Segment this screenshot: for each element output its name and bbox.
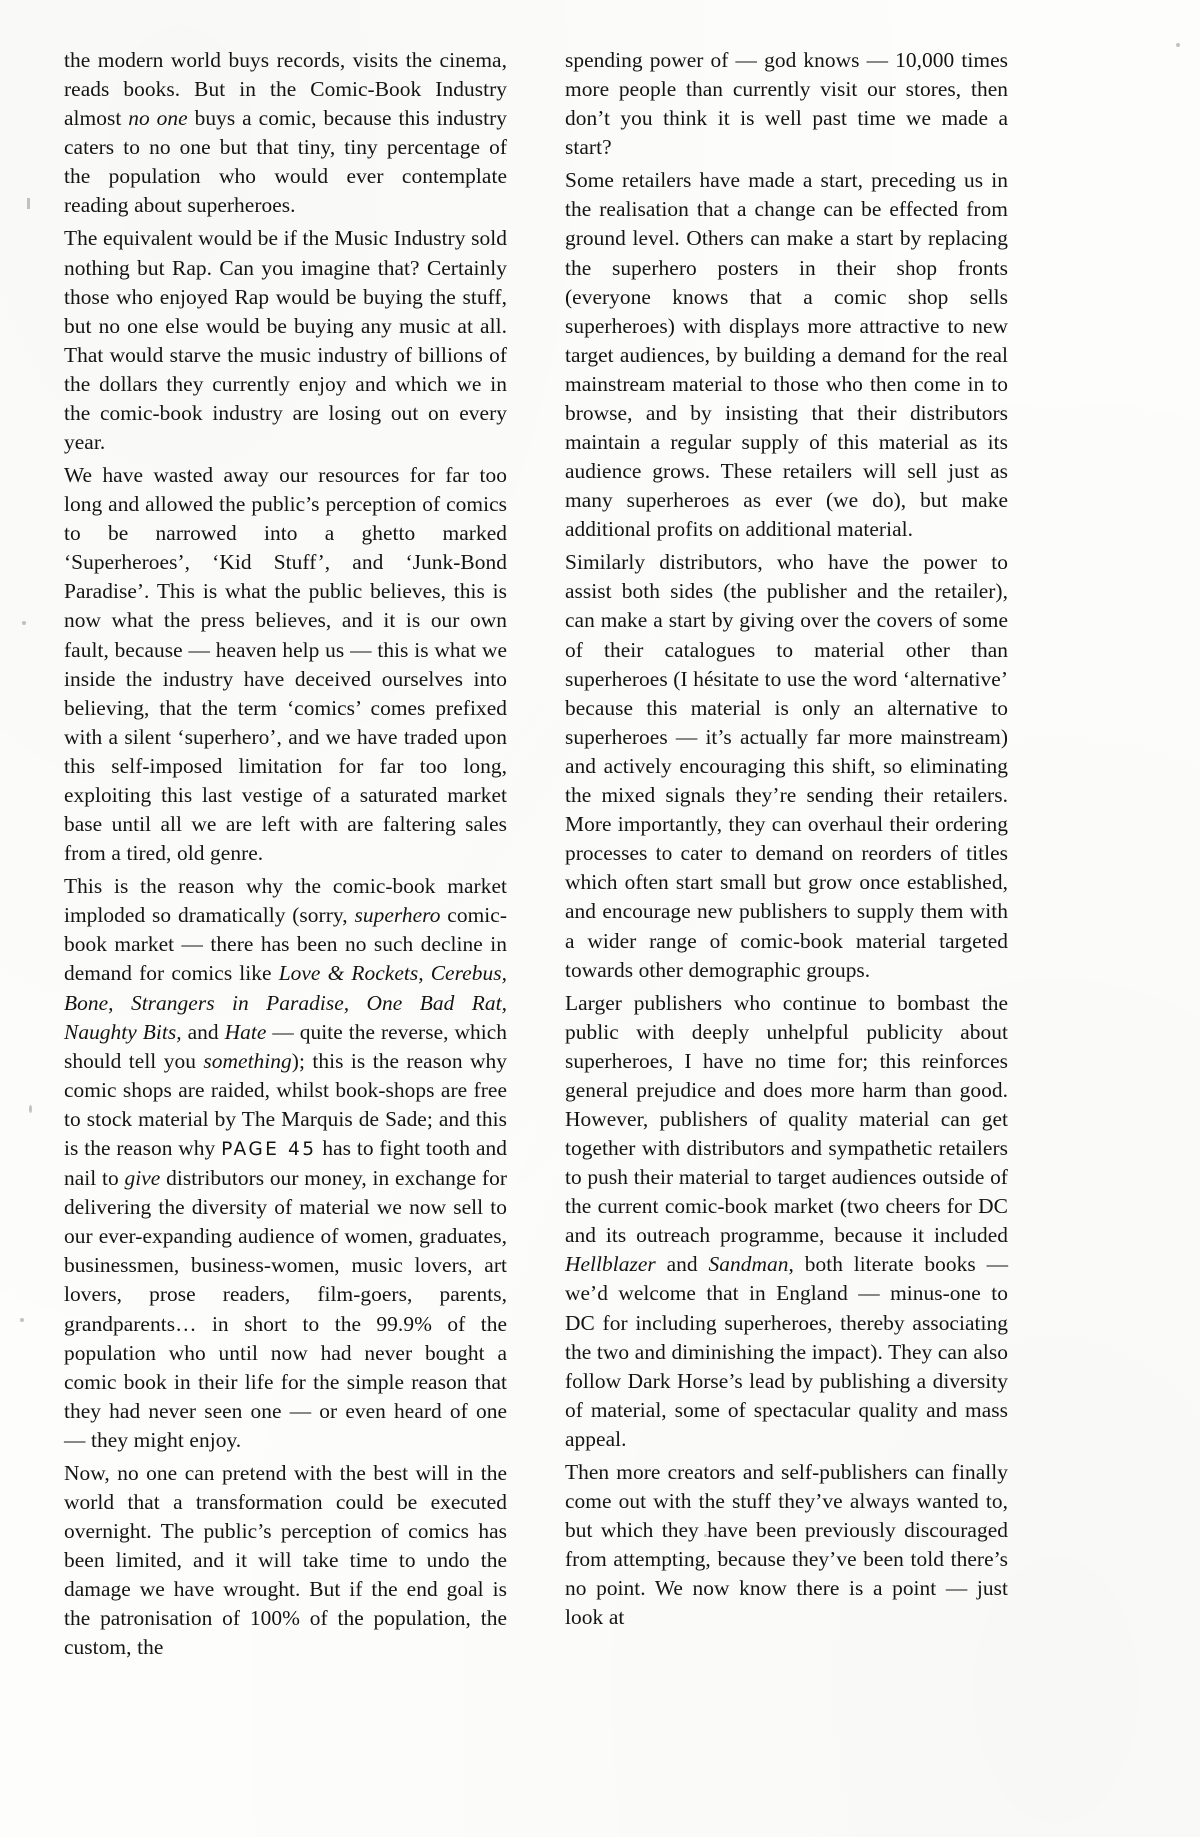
scan-speck xyxy=(1176,43,1180,47)
paragraph xyxy=(565,1458,1008,1633)
text-run: comic-book market — there has been no such decline in demand for comics like xyxy=(64,903,507,986)
paragraph xyxy=(64,461,507,868)
paragraph xyxy=(64,872,507,1455)
text-run: buys a comic, because this industry caters to no one but that tiny, tiny percentage of the population who would ever contemplate reading about superheroes. xyxy=(64,106,507,218)
text-run: Some retailers have made a start, preceding us in the realisation that a change can be effected from ground level. Others can make a start by replacing the superhero posters in their shop fronts (everyone knows that a comic shop sells superheroes) with displays more attractive to new target audiences, by building a demand for the real mainstream material to those who then come in to browse, and by insisting that their distributors maintain a regular supply of this material as its audience grows. These retailers will sell just as many superheroes as ever (we do), but make additional profits on additional material. xyxy=(565,168,1008,542)
italic-title: Love & Rockets, Cerebus, Bone, Strangers in Paradise, One Bad Rat, Naughty Bits, xyxy=(64,961,507,1044)
paragraph xyxy=(64,1459,507,1663)
italic-title: superhero xyxy=(354,903,441,928)
paragraph xyxy=(565,548,1008,984)
text-run: Larger publishers who continue to bombast the public with deeply unhelpful publicity about superheroes, I have no time for; this reinforces general prejudice and does more harm than good. However, publishers of quality material can get together with distributors and sympathetic retailers to push their material to target audiences outside of the current comic-book market (two cheers for DC and its outreach programme, because it included xyxy=(565,990,1008,1248)
text-run: and xyxy=(181,1019,225,1044)
scan-speck xyxy=(29,1105,32,1113)
paragraph xyxy=(64,46,507,221)
paragraph xyxy=(565,46,1008,162)
column-right xyxy=(565,46,1008,1666)
page45-logo: PAGE 45 xyxy=(221,1139,317,1160)
text-run: — quite the reverse, which should tell you xyxy=(64,1019,507,1073)
paragraph xyxy=(565,166,1008,544)
text-run: ); this is the reason why comic shops are raided, whilst book-shops are free to stock material by The Marquis de Sade; and this is the reason why xyxy=(64,1048,507,1160)
paragraph xyxy=(565,989,1008,1455)
text-run: distributors our money, in exchange for delivering the diversity of material we now sell to our ever-expanding audience of women, graduates, businessmen, business-women, music lovers, art lovers, prose readers, film-goers, parents, grandparents… in short to the 99.9% of the population who until now had never bought a comic book in their life for the simple reason that they had never seen one — or even heard of one — they might enjoy. xyxy=(64,1166,507,1452)
text-run: , both literate books — we’d welcome that in England — minus-one to DC for including superheroes, thereby associating the two and diminishing the impact). They can also follow Dark Horse’s lead by publishing a diversity of material, some of spectacular quality and mass appeal. xyxy=(565,1252,1009,1451)
text-run: spending power of — god knows — 10,000 times more people than currently visit our stores, then don’t you think it is well past time we made a start? xyxy=(565,48,1008,160)
text-run: has to fight tooth and nail to xyxy=(64,1136,508,1191)
text-run: We have wasted away our resources for far too long and allowed the public’s perception of comics to be narrowed into a ghetto marked ‘Superheroes’, ‘Kid Stuff’, and ‘Junk-Bond Paradise’. This is what the public believes, this is now what the press believes, and it is our own fault, because — heaven help us — this is what we inside the industry have deceived ourselves into believing, that the term ‘comics’ comes prefixed with a silent ‘superhero’, and we have traded upon this self-imposed limitation for far too long, exploiting this last vestige of a saturated market base until all we are left with are faltering sales from a tired, old genre. xyxy=(64,463,507,866)
scan-speck xyxy=(20,1318,24,1322)
italic-title: Hate xyxy=(224,1019,267,1044)
text-run: and xyxy=(655,1252,709,1277)
article-body xyxy=(64,46,1136,1666)
text-run: Similarly distributors, who have the power to assist both sides (the publisher and the retailer), can make a start by giving over the covers of some of their catalogues to material other than superheroes (I hésitate to use the word ‘alternative’ because this material is only an alternative to superheroes — it’s actually far more mainstream) and actively encouraging this shift, so eliminating the mixed signals they’re sending their retailers. More importantly, they can overhaul their ordering processes to cater to demand on reorders of titles which often start small but grow once established, and encourage new publishers to supply them with a wider range of comic-book material targeted towards other demographic groups. xyxy=(565,550,1008,982)
column-left xyxy=(64,46,507,1666)
italic-title: something xyxy=(203,1048,292,1073)
text-run: The equivalent would be if the Music Industry sold nothing but Rap. Can you imagine that? Certainly those who enjoyed Rap would be buying the stuff, but no one else would be buying any music at all. That would starve the music industry of billions of the dollars they currently enjoy and which we in the comic-book industry are losing out on every year. xyxy=(64,226,507,455)
text-run: This is the reason why the comic-book market imploded so dramatically (sorry, xyxy=(64,874,507,928)
italic-title: Sandman xyxy=(708,1252,789,1277)
italic-title: no one xyxy=(128,106,188,131)
text-run: Now, no one can pretend with the best will in the world that a transformation could be executed overnight. The public’s perception of comics has been limited, and it will take time to undo the damage we have wrought. But if the end goal is the patronisation of 100% of the population, the custom, the xyxy=(64,1460,507,1660)
scan-speck xyxy=(22,621,26,625)
italic-title: Hellblazer xyxy=(565,1252,656,1277)
scan-edge-mark xyxy=(27,198,30,209)
italic-title: give xyxy=(124,1166,161,1191)
paragraph xyxy=(64,224,507,457)
text-run: the modern world buys records, visits the cinema, reads books. But in the Comic-Book Industry almost xyxy=(64,48,507,131)
text-run: Then more creators and self-publishers can finally come out with the stuff they’ve always wanted to, but which they have been previously discouraged from attempting, because they’ve been told there’s no point. We now know there is a point — just look at xyxy=(565,1459,1008,1630)
